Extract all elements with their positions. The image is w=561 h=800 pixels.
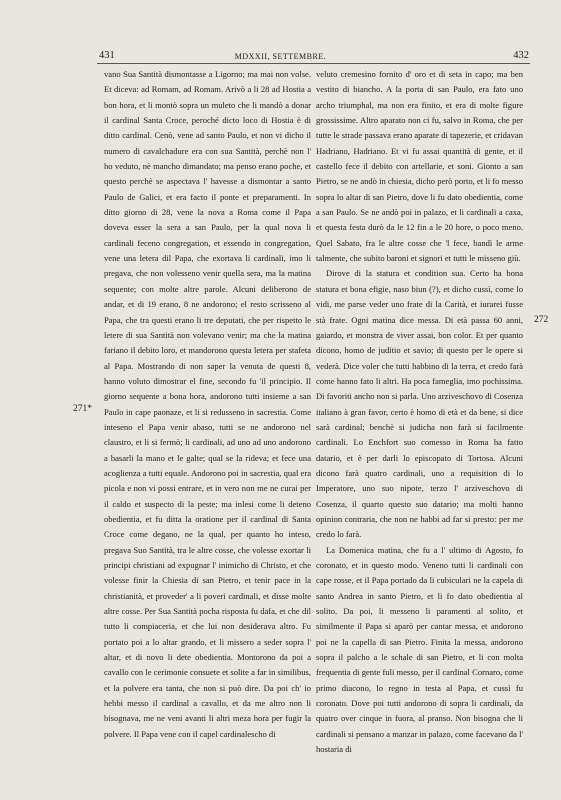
left-text-column <box>104 67 311 742</box>
left-margin-note: 271* <box>73 404 92 414</box>
right-paragraph-2: Dirove di la statura et condition sua. Certo ha bona statura et bona efigie, naso biun (?), et dicho cussì, come lo vidi, me parse veder uno frate di la Carità, et iurarei fusse stà frate. Ogni matina dice messa. Di età passa 60 anni, gaiardo, et monstra de viver assai, bon color. Et per quanto dicono, homo de juditio et savio; di questo per le opere si vederà. Dice voler che tutti habbino di la terra, et credo farà come hanno fato li altri. Ha poca fameglia, imo pochissima. Di favoriti ancho non si parla. Uno arziveschovo di Cosenza italiano à gran favor, certo è homo di età et da bene, si dice sarà cardinal; benchè si judicha non farà si facilmente cardinali. Lo Enchfort suo comesso in Roma ha fatto datario, et è per darli lo episcopato di Tortosa. Alcuni dicono farà quatro cardinali, uno a requisition di lo Imperatore, uno suo nipote, terzo l' arziveschovo di Cosenza, il quarto questo suo datario; ma molti hanno opinion contraria, che non ne habbi ad far si presto: per me credo lo farà. <box>316 268 523 540</box>
left-page-number: 431 <box>99 50 115 61</box>
right-paragraph-3: La Domenica matina, che fu a l' ultimo di Agosto, fo coronato, et in questo modo. Veneno tutti li cardinali con cape rosse, et il Papa portado da li cubiculari ne la capela di santo Andrea in santo Pietro, et li fo dato obedientia al solito. Da poi, li messeno li paramenti al solito, et similmente il Papa si aparò per cantar messa, et andorono poi ne la capella di san Pietro. Finita la messa, andorono sopra il palcho a le schale di san Pietro, et li con molta frequentia di gente fuli messo, per il cardinal Cornaro, come primo diacono, lo regno in testa al Papa, et cussì fu coronato. Dove poi tutti andorono di sopra li cardinali, da quatro over cinque in fuora, al pranso. Non bisogna che li cardinali si pensano a manzar in palazo, come facevano da l' hostaria di <box>316 544 523 755</box>
right-margin-note: 272 <box>534 315 549 325</box>
running-title: MDXXII, SETTEMBRE. <box>234 52 327 61</box>
header-rule <box>97 63 530 64</box>
right-page-number: 432 <box>513 50 529 61</box>
right-paragraph-1: veluto cremesino fornito d' oro et di seta in capo; ma ben vestito di biancho. A la porta di san Paulo, era fato uno archo triumphal, ma non era finito, et era di molte figure grossissime. Altro aparato non ci fu, salvo in Roma, che per tutte le strade passava erano aparate di tapezerie, et cridavan Hadriano, Hadriano. Et vi fu assai quantità di gente, et il castello fece il debito con artellarie, et soni. Gionto a san Pietro, se ne andò in chiesia, dicho però porto, et li fo messo sopra lo altar di san Pietro, dove li fu dato obedientia, come a san Paulo. Se ne andò poi in palazo, et li cardinali a caxa, et questa festa durò da le 12 fin a le 20 hore, o poco meno. Quel Sabato, fra le altre cosse che 'l fece, bandì le arme talmente, che subito baroni et signori et tutti le misseno giù. <box>316 69 523 264</box>
right-text-column <box>316 67 523 757</box>
left-paragraph-1: vano Sua Santità dismontasse a Ligorno; ma mai non volse. Et diceva: ad Romam, ad Romam. Arivò a li 28 ad Hostia a bon hora, et li montò sopra un muleto che li mandò a donar il cardinal Santa Croce, peroché dicto loco di Hostia è di ditto cardinal. Cenò, vene ad santo Paulo, et non vi dicho il numero di cavalchadure era con sua Santità, perchè non l' ho veduto, nè mancho dimandato; ma penso erano poche, et questo perchè se aspectava l' havesse a dismontar a santo Paulo de Galici, et era facto il ponte et preparamenti. In ditto giorno di 28, vene la nova a Roma come il Papa doveva esser la sera a san Paulo, per la qual nova li cardinali feceno congregation, et essendo in congregation, vene una letera dil Papa, che exortava li cardinali, imo li pregava, che non volesseno venir quella sera, ma la matina sequente; con molte altre parole. Alcuni deliberono de andar, et di 19 erano, 8 ne andorono; el resto scrisseno al Papa, che tra questi erano li tre deputati, che per rispetto le letere di sua Santità non volevano venir; ma che la matina fariano il debito loro, et mandorono questa letera per stafeta al Papa. Mostrando di non saper la venuta de questi 8, hanno voluto dimostrar el fine, secondo fu 'il principio. Il giorno sequente a bona hora, andorono tutti insieme a san Paulo in cape paonaze, et li si redusseno in sacrestia. Come inteseno el Papa venir abaso, tutti se ne andorono nel claustro, et li si fermò; li cardinali, ad uno ad uno andorono a basarli la mano et le galte; qual se la rideva; et fece una acoglienza a tutti equale. Andorono poi in sacrestia, qual era picola e non vi possi entrare, et in vero non me ne curai per il caldo et suspecto di la peste; ma inlesi come li deteno obedientia, et fu ditta la oratione per il cardinal di Santa Croce come degano, ne la qual, per quanto ho inteso, pregava Suo Santità, tra le altre cosse, che volesse exortar li principi christiani ad expugnar l' inimicho di Christo, et che volesse finir la Chiesia di san Pietro, et tenir pace in la christianità, et proveder' a li poveri cardinali, et disse molte altre cosse. Per Sua Santità pocha risposta fu dafa, et che dil tutto li compiaceria, et che lui non desiderava altro. Fu portato poi a lo altar grando, et li missero a seder sopra l' altar, et di novo li dete obedientia. Montorono da poi a cavallo con le cerimonie consuete et solite a far in similibus, et la polvere era tanta, che non si può dire. Da poi ch' io hebbi messo il cardinal a cavallo, et da me altro non li bisognava, me ne veni avanti li altri meza hora per fugir la polvere. Il Papa vene con il capel cardinalescho di <box>104 69 311 739</box>
